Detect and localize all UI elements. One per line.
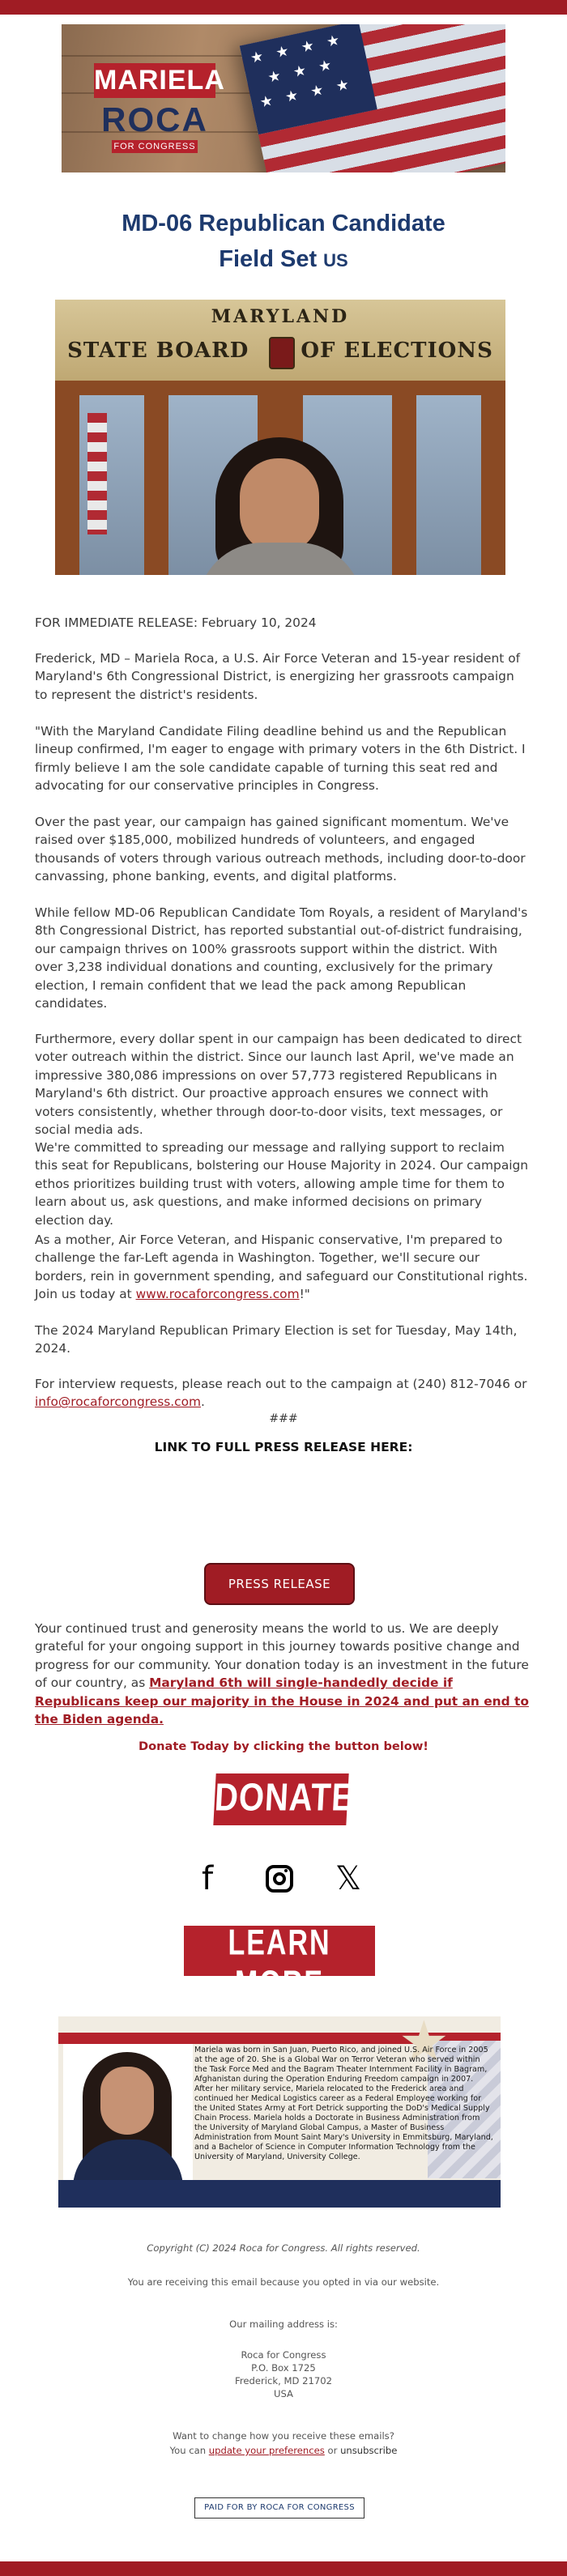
learn-more-label: LEARN MORE: [228, 1922, 331, 2004]
footer-change-text: Want to change how you receive these emails?: [173, 2430, 394, 2442]
title-suffix: US: [323, 250, 348, 270]
release-end-mark: ###: [269, 1412, 298, 1425]
campaign-logo-banner: [62, 24, 505, 172]
facebook-icon[interactable]: f: [201, 1860, 214, 1897]
footer-address-line-4: USA: [274, 2388, 293, 2399]
donate-label: DONATE: [213, 1776, 356, 1820]
copyright-text: Copyright (C) 2024 Roca for Congress. All rights reserved.: [147, 2242, 420, 2254]
candidate-photo: [55, 300, 505, 575]
donation-appeal: [35, 1620, 529, 1728]
footer-address-line-2: P.O. Box 1725: [251, 2362, 316, 2374]
sign-state: MARYLAND: [211, 306, 350, 327]
logo-tagline: FOR CONGRESS: [112, 140, 198, 153]
footer-preferences: [0, 2444, 567, 2458]
press-release-heading: LINK TO FULL PRESS RELEASE HERE:: [154, 1440, 413, 1454]
release-dateline: FOR IMMEDIATE RELEASE: February 10, 2024: [35, 615, 317, 630]
logo-first-name: MARIELA: [94, 63, 215, 98]
release-paragraph-8: The 2024 Maryland Republican Primary Election is set for Tuesday, May 14th, 2024.: [35, 1323, 518, 1356]
flag-in-office: [87, 413, 107, 534]
or-text: or: [324, 2445, 341, 2456]
x-twitter-icon[interactable]: 𝕏: [335, 1860, 362, 1897]
decorative-star-icon: ★: [399, 2016, 450, 2075]
sign-board-right: OF ELECTIONS: [301, 338, 493, 363]
release-paragraph-4: While fellow MD-06 Republican Candidate Tom Royals, a resident of Maryland's 8th Congressional District, has reported substantial out-of-district fundraising, our campaign thrives on 100% grassroots support within the district. With over 3,238 individual donations and counting, exclusively for the primary election, I remain confident that we lead the pack among Republican candidates.: [35, 905, 528, 1011]
title-line-1: MD-06 Republican Candidate: [122, 211, 446, 236]
update-preferences-link[interactable]: update your preferences: [208, 2445, 325, 2456]
candidate-bio-card: [58, 2016, 501, 2208]
candidate-headshot: [63, 2044, 193, 2180]
bottom-accent-bar: [0, 2561, 567, 2576]
footer-address-line-1: Roca for Congress: [241, 2349, 326, 2361]
release-paragraph-5: Furthermore, every dollar spent in our campaign has been dedicated to direct voter outreach within the district. Since our launch last April, we've made an impressive 380,086 impressions on over 57,773 registered Republicans in Maryland's 6th district. Our proactive approach ensures we connect with voters consistently, whether through door-to-door visits, text messages, or social media ads.: [35, 1032, 522, 1138]
logo-last-name: ROCA: [101, 100, 208, 138]
release-paragraph-6: We're committed to spreading our message and rallying support to reclaim this seat for Republicans, bolstering our House Majority in 2024. Our campaign ethos prioritizes building trust with voters, allowing ample time for them to learn about us, ask questions, and make informed decisions on primary election day.: [35, 1140, 529, 1228]
you-can-text: You can: [169, 2445, 209, 2456]
release-paragraph-2: "With the Maryland Candidate Filing deadline behind us and the Republican lineup confirmed, I'm eager to engage with primary voters in the 6th District. I firmly believe I am the sole candidate capable of turning this seat red and advocating for our conservative principles in Congress.: [35, 724, 526, 794]
title-line-2: Field Set: [219, 246, 318, 272]
sign-board-left: STATE BOARD: [67, 338, 249, 363]
release-paragraph-9: [35, 1375, 529, 1411]
american-flag-image: ★ ★ ★ ★ ★ ★ ★ ★ ★ ★ ★: [240, 24, 505, 172]
footer-mailing-label: Our mailing address is:: [229, 2318, 338, 2330]
campaign-logo: [94, 57, 225, 154]
release-paragraph-7: [35, 1231, 529, 1304]
release-paragraph-1: Frederick, MD – Mariela Roca, a U.S. Air Force Veteran and 15-year resident of Maryland's 6th Congressional District, is energizing her grassroots campaign to represent the district's residents.: [35, 651, 521, 702]
paragraph-7-end: !": [299, 1287, 310, 1302]
footer-address-line-3: Frederick, MD 21702: [235, 2375, 332, 2387]
appeal-text: Your continued trust and generosity means the world to us. We are deeply grateful for your ongoing support in this journey towards positive change and progress for our community. Your donation today is an investment in the future of our country, as: [35, 1621, 529, 1691]
paragraph-7-text: As a mother, Air Force Veteran, and Hispanic conservative, I'm prepared to challenge the far-Left agenda in Washington. Together, we'll secure our borders, rein in government spending, and safeguard our Constitutional rights. Join us today at: [35, 1233, 528, 1302]
page-title: [49, 206, 518, 279]
learn-more-button[interactable]: [184, 1922, 375, 2004]
paid-for-disclaimer: PAID FOR BY ROCA FOR CONGRESS: [194, 2497, 364, 2519]
email-link[interactable]: info@rocaforcongress.com: [35, 1394, 202, 1410]
state-board-sign: [55, 300, 505, 381]
footer-copyright: [0, 2242, 567, 2255]
majority-link[interactable]: Maryland 6th will single-handedly decide if Republicans keep our majority in the House in 2024 and put an end to the Biden agenda.: [35, 1675, 529, 1727]
unsubscribe-link[interactable]: unsubscribe: [340, 2445, 398, 2456]
paragraph-9-text: For interview requests, please reach out to the campaign at (240) 812-7046 or: [35, 1377, 527, 1391]
donate-button[interactable]: [213, 1773, 356, 1825]
footer-optin: You are receiving this email because you opted in via our website.: [127, 2276, 440, 2288]
donate-cta: Donate Today by clicking the button below!: [139, 1739, 428, 1753]
top-accent-bar: [0, 0, 567, 15]
paragraph-9-end: .: [201, 1394, 205, 1410]
instagram-icon[interactable]: [255, 1854, 304, 1903]
state-seal-icon: [269, 337, 295, 369]
release-paragraph-3: Over the past year, our campaign has gained significant momentum. We've raised over $185,000, mobilized hundreds of volunteers, and engaged thousands of voters through various outreach methods, including door-to-door canvassing, phone banking, events, and digital platforms.: [35, 815, 526, 884]
press-release-button[interactable]: PRESS RELEASE: [204, 1563, 355, 1605]
candidate-bio-text: Mariela was born in San Juan, Puerto Rico, and joined U.S. Air Force in 2005 at the age of 20. She is a Global War on Terror Veteran who served within the Task Force Med and the Bagram Theater Internment Facility in Bagram, Afghanistan during the Operation Enduring Freedom campaign in 2007. After her military service, Mariela relocated to the Frederick area and continued her Medical Logistics career as a Federal Employee working for the United States Army at Fort Detrick supporting the DoD's Medical Supply Chain Process. Mariela holds a Doctorate in Business Administration from the University of Maryland Global Campus, a Master of Business Administration from Mount Saint Mary's University in Emmitsburg, Maryland, and a Bachelor of Science in Computer Information Technology from the University of Maryland, University College.: [194, 2046, 493, 2161]
website-link[interactable]: www.rocaforcongress.com: [135, 1287, 300, 1302]
